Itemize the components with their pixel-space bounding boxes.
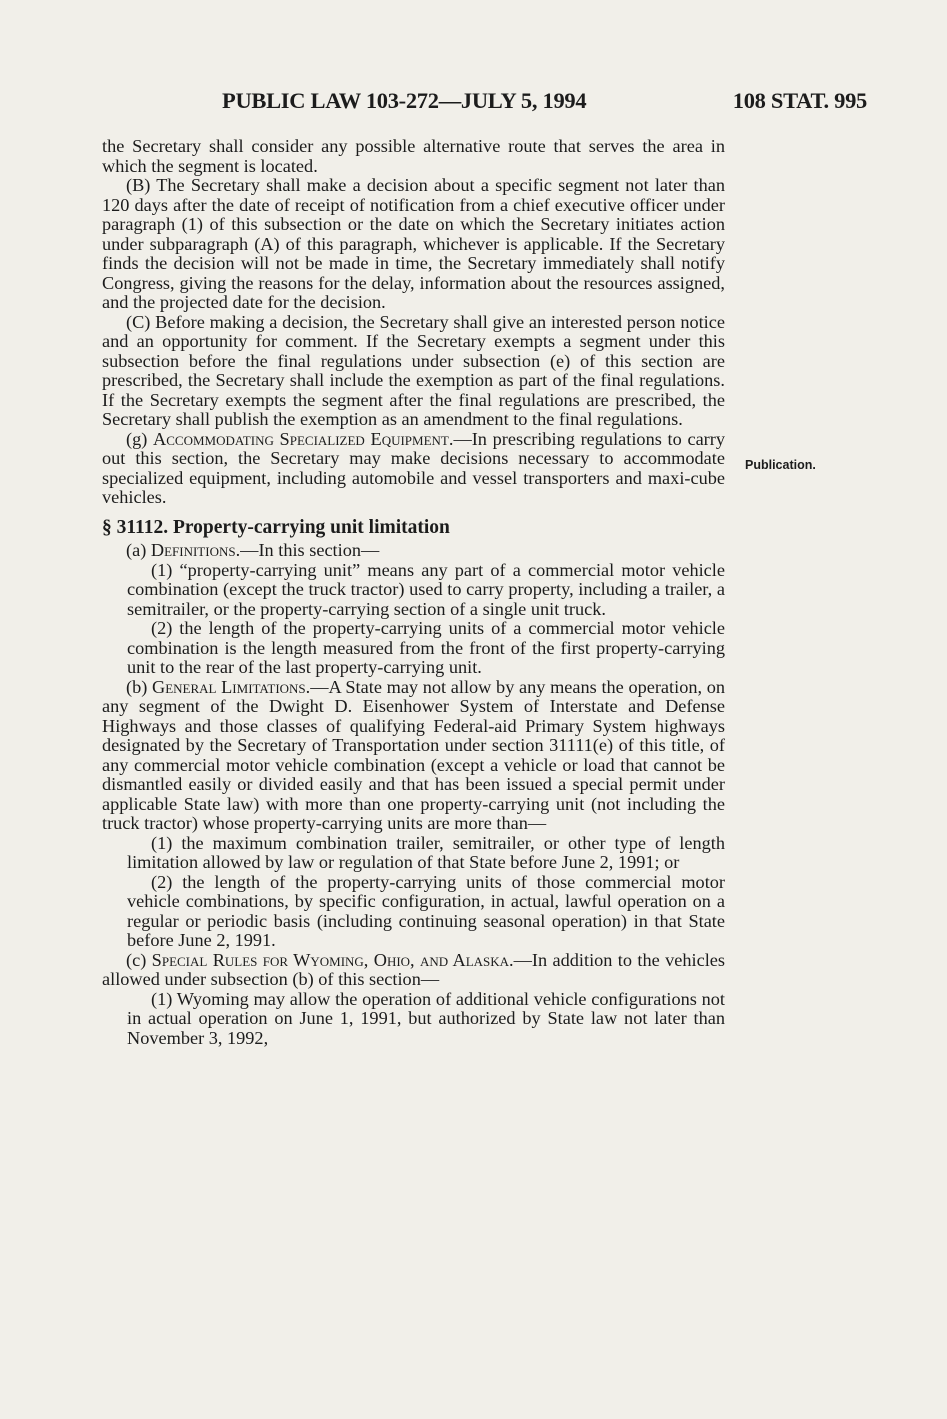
subsection-a-text: —In this section—: [240, 540, 380, 560]
page-header: [0, 88, 947, 118]
subsection-g: [102, 430, 725, 508]
paragraph-continuation: the Secretary shall consider any possible alternative route that serves the area in which the segment is located.: [102, 136, 725, 176]
subsection-a-heading: Definitions.: [150, 540, 241, 560]
subsection-b: [102, 678, 725, 834]
subsection-b-heading: General Limitations.: [152, 676, 311, 697]
list-item: (2) the length of the property-carrying units of a commercial motor vehicle combination is the length measured from the front of the first property-carrying unit to the rear of the last property-carrying unit.: [127, 618, 725, 677]
paragraph-c: (C) Before making a decision, the Secretary shall give an interested person notice and an opportunity for comment. If the Secretary exempts a segment under this subsection before the final regulations under subsection (e) of this section are prescribed, the Secretary shall include the exemption as part of the final regulations. If the Secretary exempts the segment after the final regulations are prescribed, the Secretary shall publish the exemption as an amendment to the final regulations.: [102, 311, 725, 429]
subsection-b-text: —A State may not allow by any means the operation, on any segment of the Dwight D. Eisenhower System of Interstate and Defense Highways and those classes of qualifying Federal-aid Primary System highways designated by the Secretary of Transportation under section 31111(e) of this title, of any commercial motor vehicle combination (except a vehicle or load that cannot be dismantled easily or divided easily and that has been issued a special permit under applicable State law) with more than one property-carrying unit (not including the truck tractor) whose property-carrying units are more than—: [102, 676, 726, 833]
body-text: [102, 137, 725, 1048]
statute-page-reference: 108 STAT. 995: [732, 88, 867, 113]
list-item: (2) the length of the property-carrying units of those commercial motor vehicle combinations, by specific configuration, in actual, lawful operation on a regular or periodic basis (including continuing seasonal operation) in that State before June 2, 1991.: [127, 871, 725, 950]
margin-note: Publication.: [745, 458, 816, 472]
subsection-c-text: —In addition to the vehicles allowed under subsection (b) of this section—: [102, 949, 725, 989]
subsection-c: [102, 951, 725, 990]
subsection-g-heading: Accommodating Specialized Equipment.: [153, 428, 454, 449]
subsection-b-label: (b): [126, 676, 152, 697]
subsection-a: [102, 541, 725, 561]
list-item: (1) “property-carrying unit” means any part of a commercial motor vehicle combination (except the truck tractor) used to carry property, including a trailer, a semitrailer, or the property-carrying section of a single unit truck.: [127, 559, 725, 619]
subsection-c-label: (c): [126, 949, 152, 970]
list-item: (1) Wyoming may allow the operation of additional vehicle configurations not in actual operation on June 1, 1991, but authorized by State law not later than November 3, 1992,: [127, 988, 725, 1048]
paragraph-b: (B) The Secretary shall make a decision about a specific segment not later than 120 days after the date of receipt of notification from a chief executive officer under paragraph (1) of this subsection or the date on which the Secretary initiates action under subparagraph (A) of this paragraph, whichever is applicable. If the Secretary finds the decision will not be made in time, the Secretary immediately shall notify Congress, giving the reasons for the delay, information about the resources assigned, and the projected date for the decision.: [102, 175, 725, 312]
subsection-g-label: (g): [126, 428, 154, 449]
subsection-g-text: —In prescribing regulations to carry out this section, the Secretary may make decisions necessary to accommodate specialized equipment, including automobile and vessel transporters and maxi-cube vehicles.: [102, 428, 725, 507]
subsection-c-heading: Special Rules for Wyoming, Ohio, and Alaska.: [151, 949, 514, 970]
subsection-a-label: (a): [126, 540, 151, 560]
section-heading: § 31112. Property-carrying unit limitation: [102, 516, 450, 538]
running-head: PUBLIC LAW 103-272—JULY 5, 1994: [222, 88, 587, 113]
list-item: (1) the maximum combination trailer, semitrailer, or other type of length limitation allowed by law or regulation of that State before June 2, 1991; or: [127, 832, 725, 872]
